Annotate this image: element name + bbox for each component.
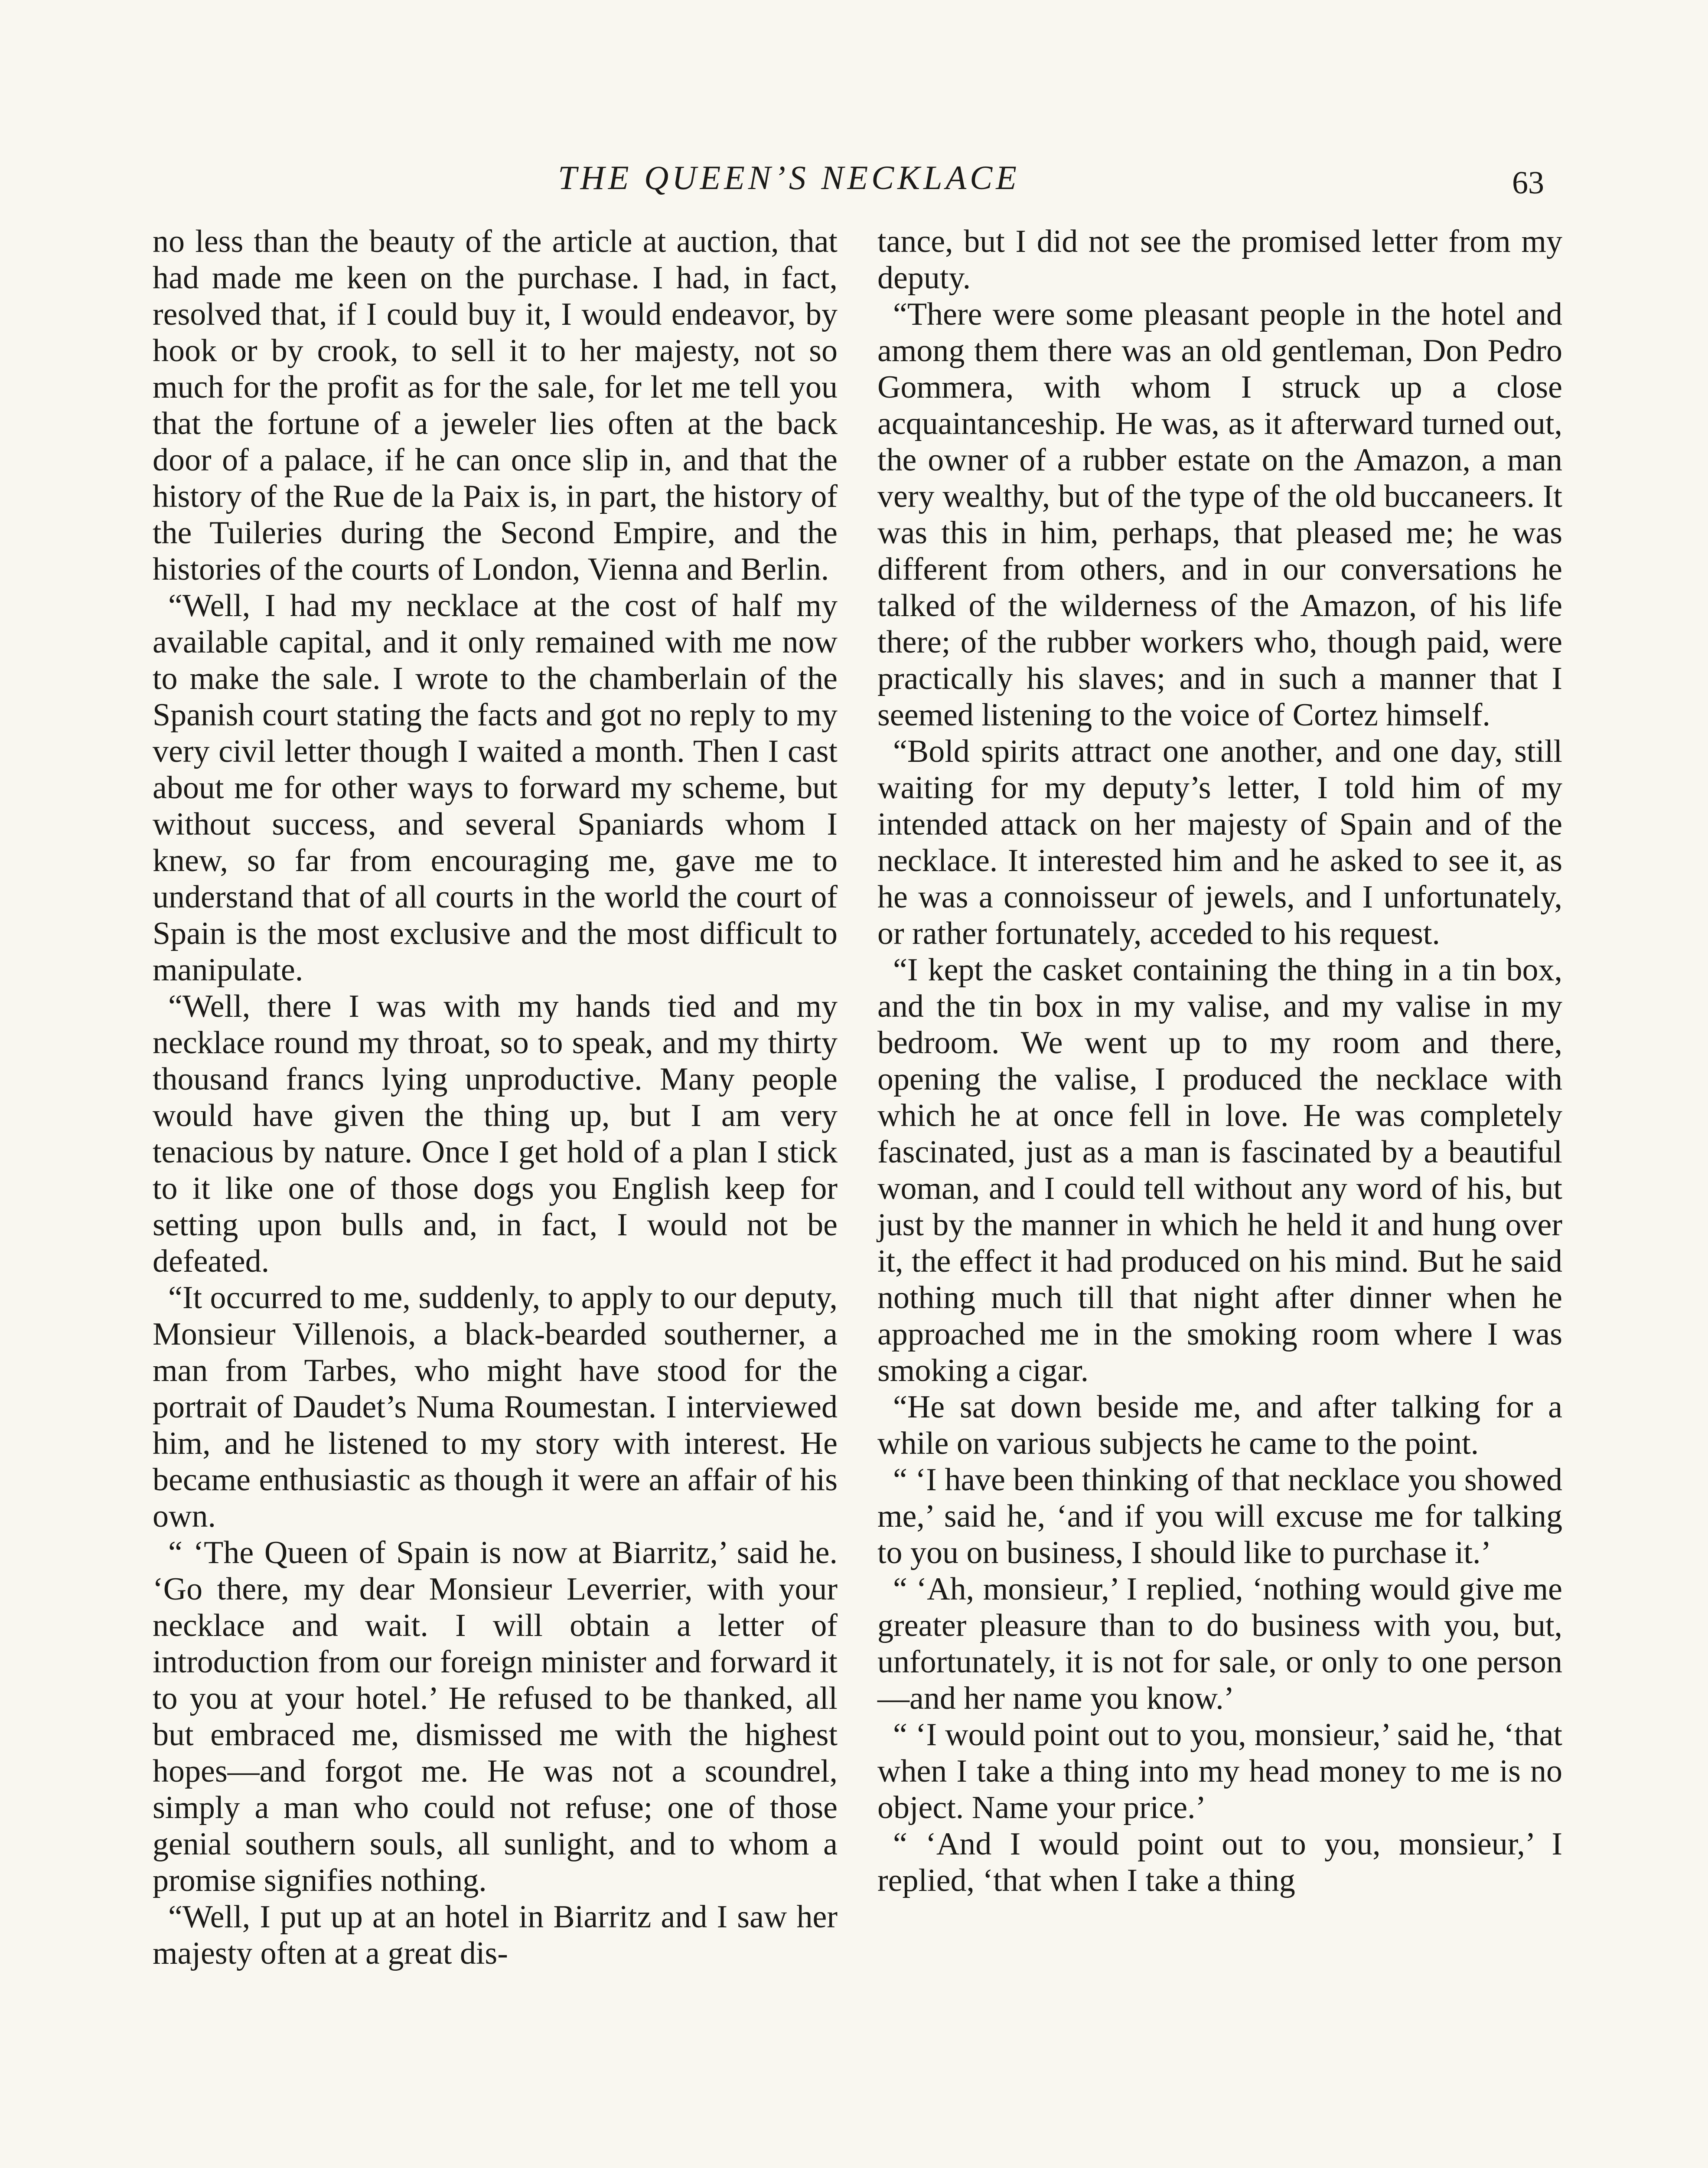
paragraph: “ ‘Ah, monsieur,’ I replied, ‘nothing would give me greater pleasure than to do business with you, but, unfortunately, it is not for sale, or only to one person—and her name you know.’ bbox=[877, 1571, 1562, 1716]
left-column bbox=[153, 223, 838, 1972]
paragraph: “ ‘I have been thinking of that necklace you showed me,’ said he, ‘and if you will excuse me for talking to you on business, I should like to purchase it.’ bbox=[877, 1462, 1562, 1570]
paragraph: “He sat down beside me, and after talking for a while on various subjects he came to the point. bbox=[877, 1389, 1562, 1461]
paragraph: “Well, I put up at an hotel in Biarritz and I saw her majesty often at a great dis- bbox=[153, 1899, 838, 1971]
paragraph: no less than the beauty of the article at auction, that had made me keen on the purchase. I had, in fact, resolved that, if I could buy it, I would endeavor, by hook or by crook, to sell it to her majesty, not so much for the profit as for the sale, for let me tell you that the fortune of a jeweler lies often at the back door of a palace, if he can once slip in, and that the history of the Rue de la Paix is, in part, the history of the Tuileries during the Second Empire, and the histories of the courts of London, Vienna and Berlin. bbox=[153, 224, 838, 587]
paragraph: “Bold spirits attract one another, and one day, still waiting for my deputy’s letter, I told him of my intended attack on her majesty of Spain and of the necklace. It interested him and he asked to see it, as he was a connoisseur of jewels, and I unfortunately, or rather fortunately, acceded to his request. bbox=[877, 734, 1562, 951]
paragraph: tance, but I did not see the promised letter from my deputy. bbox=[877, 224, 1562, 296]
paragraph: “I kept the casket containing the thing in a tin box, and the tin box in my valise, and my valise in my bedroom. We went up to my room and there, opening the valise, I produced the necklace with which he at once fell in love. He was completely fascinated, just as a man is fascinated by a beautiful woman, and I could tell without any word of his, but just by the manner in which he held it and hung over it, the effect it had produced on his mind. But he said nothing much till that night after dinner when he approached me in the smoking room where I was smoking a cigar. bbox=[877, 952, 1562, 1388]
right-column bbox=[877, 223, 1562, 1899]
paragraph: “Well, there I was with my hands tied and my necklace round my throat, so to speak, and my thirty thousand francs lying unproductive. Many people would have given the thing up, but I am very tenacious by nature. Once I get hold of a plan I stick to it like one of those dogs you English keep for setting upon bulls and, in fact, I would not be defeated. bbox=[153, 989, 838, 1279]
paragraph: “Well, I had my necklace at the cost of half my available capital, and it only remained with me now to make the sale. I wrote to the chamberlain of the Spanish court stating the facts and got no reply to my very civil letter though I waited a month. Then I cast about me for other ways to forward my scheme, but without success, and several Spaniards whom I knew, so far from encouraging me, gave me to understand that of all courts in the world the court of Spain is the most exclusive and the most difficult to manipulate. bbox=[153, 588, 838, 988]
paragraph: “ ‘And I would point out to you, monsieur,’ I replied, ‘that when I take a thing bbox=[877, 1826, 1562, 1898]
paragraph: “There were some pleasant people in the hotel and among them there was an old gentleman, Don Pedro Gommera, with whom I struck up a close acquaintanceship. He was, as it afterward turned out, the owner of a rubber estate on the Amazon, a man very wealthy, but of the type of the old buccaneers. It was this in him, perhaps, that pleased me; he was different from others, and in our conversations he talked of the wilderness of the Amazon, of his life there; of the rubber workers who, though paid, were practically his slaves; and in such a manner that I seemed listening to the voice of Cortez himself. bbox=[877, 297, 1562, 733]
running-title: THE QUEEN’S NECKLACE bbox=[558, 159, 1020, 196]
paragraph: “ ‘The Queen of Spain is now at Biarritz,’ said he. ‘Go there, my dear Monsieur Leverrier, with your necklace and wait. I will obtain a letter of introduction from our foreign minister and forward it to you at your hotel.’ He refused to be thanked, all but embraced me, dismissed me with the highest hopes—and forgot me. He was not a scoundrel, simply a man who could not refuse; one of those genial southern souls, all sunlight, and to whom a promise signifies nothing. bbox=[153, 1535, 838, 1898]
page-header bbox=[0, 156, 1708, 208]
paragraph: “ ‘I would point out to you, monsieur,’ said he, ‘that when I take a thing into my head money to me is no object. Name your price.’ bbox=[877, 1717, 1562, 1825]
paragraph: “It occurred to me, suddenly, to apply to our deputy, Monsieur Villenois, a black-bearded southerner, a man from Tarbes, who might have stood for the portrait of Daudet’s Numa Roumestan. I interviewed him, and he listened to my story with interest. He became enthusiastic as though it were an affair of his own. bbox=[153, 1280, 838, 1534]
page-number: 63 bbox=[1512, 165, 1544, 201]
